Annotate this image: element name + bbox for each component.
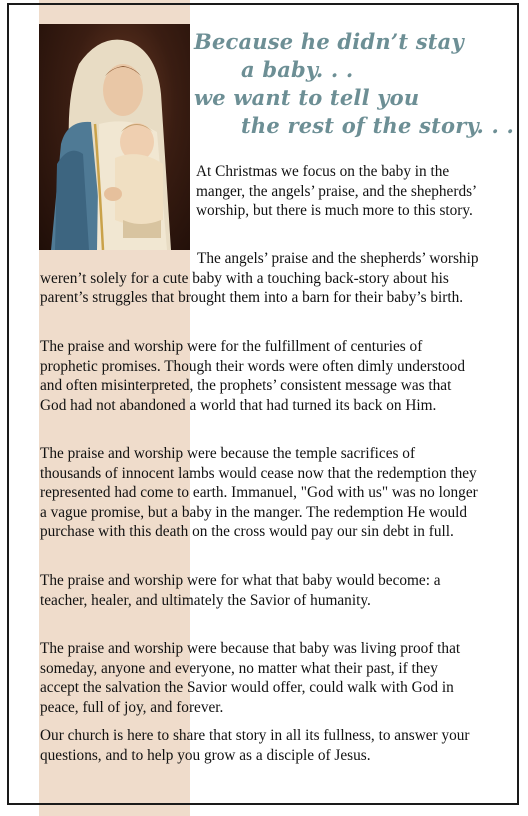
paragraph-intro: At Christmas we focus on the baby in the manger, the angels’ praise, and the shepherds’ worship, but there is much more to this story.	[196, 163, 477, 219]
paragraph-angels-praise: The angels’ praise and the shepherds’ worship weren’t solely for a cute baby with a touching back-story about his parent’s struggles that brought them into a barn for their baby’s birth.	[40, 250, 479, 306]
headline-line-1: Because he didn’t stay	[194, 29, 464, 54]
paragraph-church-invitation: Our church is here to share that story in all its fullness, to answer your questions, and to help you grow as a disciple of Jesus.	[40, 727, 470, 764]
paragraph-living-proof: The praise and worship were because that baby was living proof that someday, anyone and everyone, no matter what their past, if they accept the salvation the Savior would offer, could walk with God in peace, full of joy, and forever.	[40, 640, 461, 716]
paragraph-temple-sacrifices: The praise and worship were because the temple sacrifices of thousands of innocent lambs would cease now that the redemption they represented had come to earth. Immanuel, "God with us" was no longer a vague promise, but a baby in the manger. The redemption He would purchase with this death on the cross would pay our sin debt in full.	[40, 445, 478, 540]
paragraph-prophetic-promises: The praise and worship were for the fulfillment of centuries of prophetic promises. Though their words were often dimly understood and often misinterpreted, the prophets’ consistent message was that God had not abandoned a world that had turned its back on Him.	[40, 338, 465, 414]
headline	[194, 28, 514, 140]
headline-line-4: the rest of the story. . .	[241, 113, 515, 138]
headline-line-2: a baby. . .	[241, 57, 354, 82]
madonna-and-child-statue-image	[39, 24, 190, 250]
headline-line-3: we want to tell you	[194, 85, 420, 110]
paragraph-savior-of-humanity: The praise and worship were for what that baby would become: a teacher, healer, and ultimately the Savior of humanity.	[40, 572, 441, 609]
